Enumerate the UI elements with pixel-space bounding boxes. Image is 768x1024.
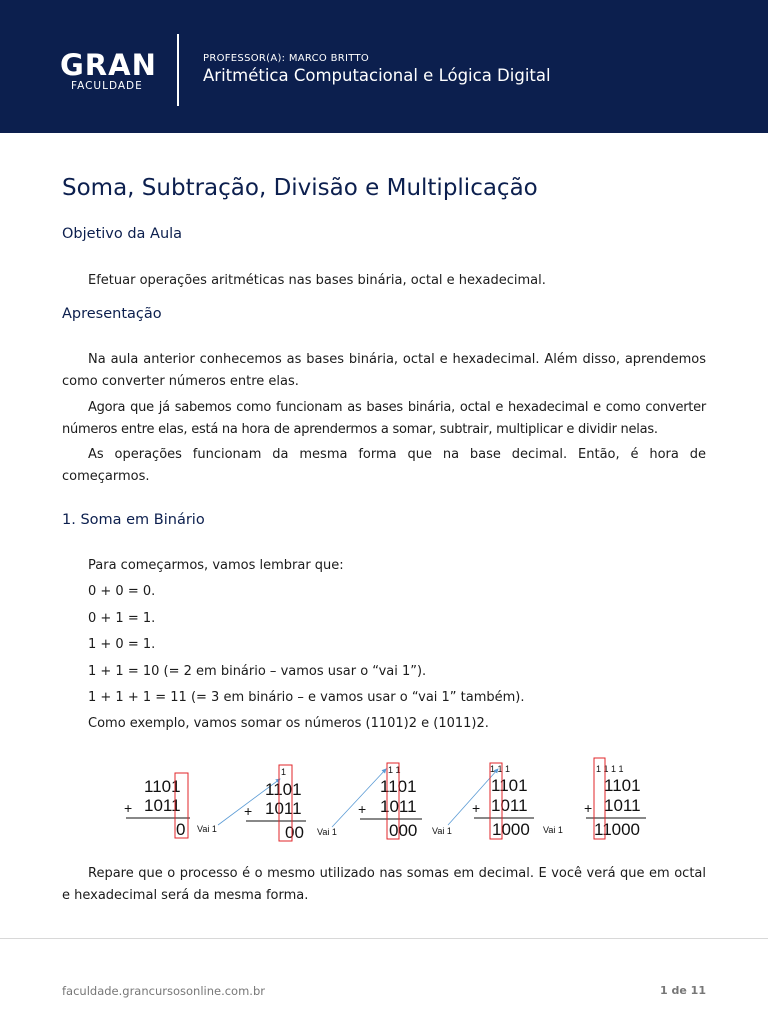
- addition-step-4: [472, 763, 563, 839]
- binary-addition-diagram: [120, 755, 660, 845]
- carry-digits: 1 1 1 1: [596, 764, 624, 774]
- result-number: 11000: [594, 820, 641, 839]
- apresentacao-heading: Apresentação: [62, 306, 162, 322]
- top-number: 1101: [144, 777, 181, 796]
- professor-label: PROFESSOR(A): MARCO BRITTO: [203, 53, 370, 64]
- objetivo-heading: Objetivo da Aula: [62, 226, 183, 242]
- top-number: 1101: [265, 780, 302, 799]
- footer-url[interactable]: faculdade.grancursosonline.com.br: [62, 984, 265, 998]
- vai-label: Vai 1: [197, 824, 217, 834]
- soma-line: 1 + 1 + 1 = 11 (= 3 em binário – e vamos usar o “vai 1” também).: [88, 690, 525, 705]
- plus-sign: +: [358, 801, 367, 817]
- bottom-number: 1011: [265, 799, 302, 818]
- soma-line: 1 + 0 = 1.: [88, 637, 156, 652]
- closing-paragraph: Repare que o processo é o mesmo utilizado nas somas em decimal. E você verá que em octal e hexadecimal será da mesma forma.: [62, 866, 706, 903]
- top-number: 1101: [380, 777, 417, 796]
- bottom-number: 1011: [491, 796, 528, 815]
- carry-digits: 1 1 1: [490, 764, 511, 774]
- header-divider: [177, 34, 179, 106]
- result-number: 00: [285, 823, 304, 842]
- soma-heading: 1. Soma em Binário: [62, 512, 205, 528]
- addition-step-1: [124, 773, 280, 839]
- plus-sign: +: [584, 800, 593, 816]
- faculdade-logo-label: FACULDADE: [71, 80, 143, 92]
- bottom-number: 1011: [604, 796, 641, 815]
- soma-line: Como exemplo, vamos somar os números (1101)2 e (1011)2.: [88, 716, 489, 731]
- bottom-number: 1011: [380, 797, 417, 816]
- vai-label: Vai 1: [317, 827, 337, 837]
- plus-sign: +: [472, 800, 481, 816]
- result-number: 000: [389, 821, 418, 840]
- footer-divider: [0, 938, 768, 939]
- course-title: Aritmética Computacional e Lógica Digital: [203, 66, 551, 85]
- result-number: 0: [176, 820, 186, 839]
- carry-digits: 1: [281, 767, 287, 777]
- soma-line: 0 + 0 = 0.: [88, 584, 156, 599]
- plus-sign: +: [244, 803, 253, 819]
- top-number: 1101: [604, 776, 641, 795]
- apresentacao-paragraph-2: Agora que já sabemos como funcionam as bases binária, octal e hexadecimal e como converter números entre elas, está na hora de aprendermos a somar, subtrair, multiplicar e dividir nelas.: [62, 400, 706, 437]
- addition-step-5: [584, 758, 646, 839]
- apresentacao-paragraph-3: As operações funcionam da mesma forma que na base decimal. Então, é hora de começarmos.: [62, 447, 706, 484]
- soma-line: 0 + 1 = 1.: [88, 611, 156, 626]
- soma-line: Para começarmos, vamos lembrar que:: [88, 558, 344, 573]
- vai-label: Vai 1: [543, 825, 563, 835]
- page-number: 1 de 11: [660, 984, 706, 997]
- carry-arrow: [332, 769, 386, 827]
- page-title: Soma, Subtração, Divisão e Multiplicação: [62, 175, 538, 201]
- carry-digits: 1 1: [388, 765, 401, 775]
- bottom-number: 1011: [144, 796, 181, 815]
- gran-logo: GRAN: [60, 48, 157, 82]
- top-number: 1101: [491, 776, 528, 795]
- vai-label: Vai 1: [432, 826, 452, 836]
- apresentacao-paragraph-1: Na aula anterior conhecemos as bases binária, octal e hexadecimal. Além disso, aprendemos como converter números entre elas.: [62, 352, 706, 389]
- plus-sign: +: [124, 800, 133, 816]
- objetivo-text: Efetuar operações aritméticas nas bases binária, octal e hexadecimal.: [88, 273, 546, 288]
- soma-line: 1 + 1 = 10 (= 2 em binário – vamos usar o “vai 1”).: [88, 664, 427, 679]
- page-header: [0, 0, 768, 133]
- result-number: 1000: [492, 820, 530, 839]
